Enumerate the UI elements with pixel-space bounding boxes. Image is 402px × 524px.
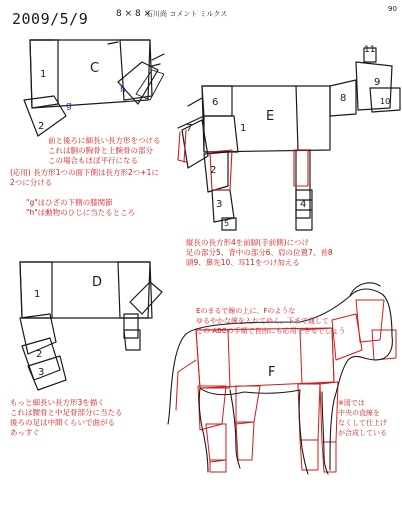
note-stage-c: 前と後ろに細長い長方形をつける これは胴の胸骨と上腕骨の部分 この場合もほぼ平行になる	[48, 136, 161, 165]
stage-e-part-7: 7	[186, 123, 193, 134]
stage-e-part-11: 11	[364, 45, 376, 55]
stage-e-part-2: 2	[210, 165, 217, 176]
stage-e-part-3: 3	[216, 199, 223, 210]
stage-e-part-1: 1	[240, 123, 247, 134]
stage-e-red-legs	[178, 130, 308, 190]
stage-e-part-10: 10	[380, 97, 391, 106]
stage-e-part-8: 8	[340, 93, 347, 104]
stage-d-part-2: 2	[36, 349, 43, 360]
stage-d-label: D	[92, 275, 103, 290]
note-stage-e: 縦長の長方形4を前脚(手前側)につけ 足の部分5、背中の部分6、肩の位置7、首8 頭9、鼻先10、耳11をつけ加える	[186, 238, 333, 267]
page-source: 石川尚 コメント ミルクス	[146, 10, 228, 18]
stage-e-part-5: 5	[224, 219, 230, 228]
page-date: 2009/5/9	[12, 10, 89, 28]
note-stage-c-points: "g"はひざの下側の膝関節 "h"は動物のひじに当たるところ	[26, 198, 136, 217]
stage-e-label: E	[266, 109, 275, 124]
page-times: 8 × 8 ×	[116, 9, 152, 19]
stage-c-part-2: 2	[38, 121, 45, 132]
stage-f-label: F	[268, 365, 276, 380]
stage-d-part-1: 1	[34, 289, 41, 300]
stage-e-part-4: 4	[300, 199, 307, 210]
stage-d-part-3: 3	[38, 367, 45, 378]
stage-c-drawing	[24, 40, 164, 136]
stage-c-point-h: h	[120, 85, 126, 95]
note-stage-f-remark: ※図では 中央の直線を なくして仕上げ が合成している	[338, 399, 387, 437]
stage-c-point-g: g	[66, 101, 72, 111]
note-stage-c-applied: (応用) 長方形1つの面下側は長方形2つ+1に 2つに分ける	[10, 168, 159, 187]
page-number: 90	[388, 5, 397, 13]
stage-c-part-1: 1	[40, 69, 47, 80]
stage-e-part-6: 6	[212, 97, 219, 108]
stage-c-label: C	[90, 61, 100, 76]
stage-e-part-9: 9	[374, 77, 381, 88]
note-stage-f: Eのまるで線の上に、Fのような ゆるやかな線を入れてゆく。下まで通して この ABCの手順で自由にも応用できるでしょう	[196, 307, 346, 335]
stage-e-drawing	[178, 45, 400, 230]
note-stage-d: もっと細長い長方形3を描く これは腰骨と中足骨部分に当たる 後ろの足は中間くらいで曲がる あっすぐ	[10, 398, 123, 437]
